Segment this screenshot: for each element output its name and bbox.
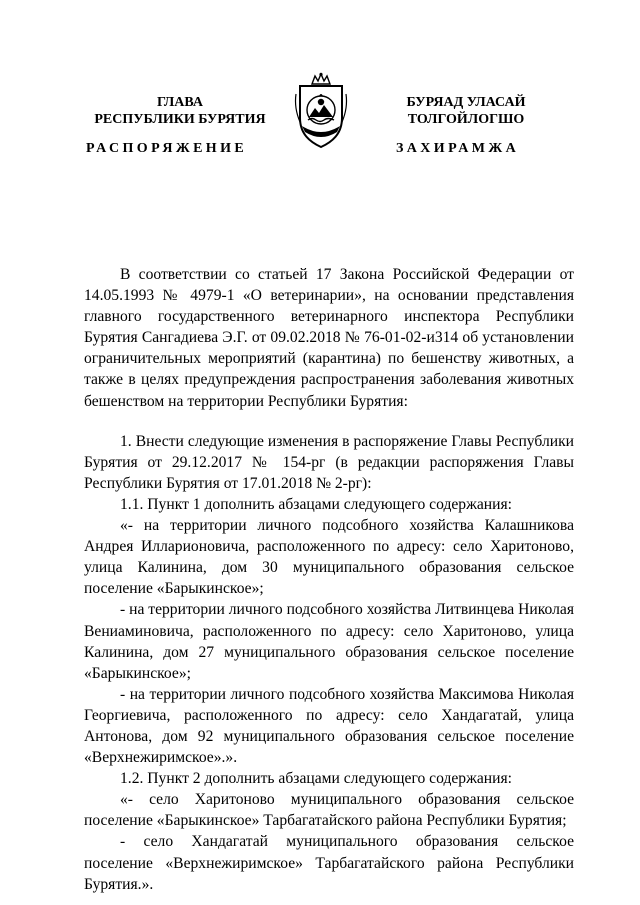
doc-type-right: ЗАХИРАМЖА (396, 141, 520, 156)
coat-of-arms-icon (290, 72, 352, 150)
header-right (376, 94, 556, 128)
document-body (84, 264, 574, 895)
doc-type-left: РАСПОРЯЖЕНИЕ (86, 141, 248, 156)
clause-1-2: 1.2. Пункт 2 дополнить абзацами следующего содержания: (120, 770, 512, 788)
list-item: - на территории личного подсобного хозяйства Максимова Николая Георгиевича, расположенного по адресу: село Хандагатай, улица Антонова, дом 92 муниципального образования сельское поселение «Верхнежиримское».». (84, 685, 574, 767)
header-right-line1: БУРЯАД УЛАСАЙ (406, 95, 526, 110)
list-item: - село Хандагатай муниципального образования сельское поселение «Верхнежиримское» Тарбагатайского района Республики Бурятия.». (84, 833, 574, 893)
list-item: - на территории личного подсобного хозяйства Литвинцева Николая Вениаминовича, расположенного по адресу: село Харитоново, улица Калинина, дом 27 муниципального образования сельское поселение «Барыкинское»; (84, 601, 574, 682)
list-item: «- на территории личного подсобного хозяйства Калашникова Андрея Илларионовича, расположенного по адресу: село Харитоново, улица Калинина, дом 30 муниципального образования сельское поселение «Барыкинское»; (84, 517, 574, 598)
list-item: «- село Харитоново муниципального образования сельское поселение «Барыкинское» Тарбагатайского района Республики Бурятия; (84, 791, 574, 830)
header-left-line2: РЕСПУБЛИКИ БУРЯТИЯ (94, 112, 266, 127)
clause-1: 1. Внести следующие изменения в распоряжение Главы Республики Бурятия от 29.12.2017 № 154-рг (в редакции распоряжения Главы Республики Бурятия от 17.01.2018 № 2-рг): (84, 432, 574, 492)
header-right-line2: ТОЛГОЙЛОГШО (407, 112, 525, 127)
header-left-line1: ГЛАВА (157, 95, 203, 110)
clause-1-1: 1.1. Пункт 1 дополнить абзацами следующего содержания: (120, 495, 512, 513)
header-left (80, 94, 280, 128)
preamble-paragraph: В соответствии со статьей 17 Закона Российской Федерации от 14.05.1993 № 4979-1 «О ветеринарии», на основании представления главного государственного ветеринарного инспектора Республики Бурятия Сангадиева Э.Г. от 09.02.2018 № 76-01-02-и314 об установлении ограничительных мероприятий (карантина) по бешенству животных, а также в целях предупреждения распространения заболевания животных бешенством на территории Республики Бурятия: (84, 266, 574, 410)
